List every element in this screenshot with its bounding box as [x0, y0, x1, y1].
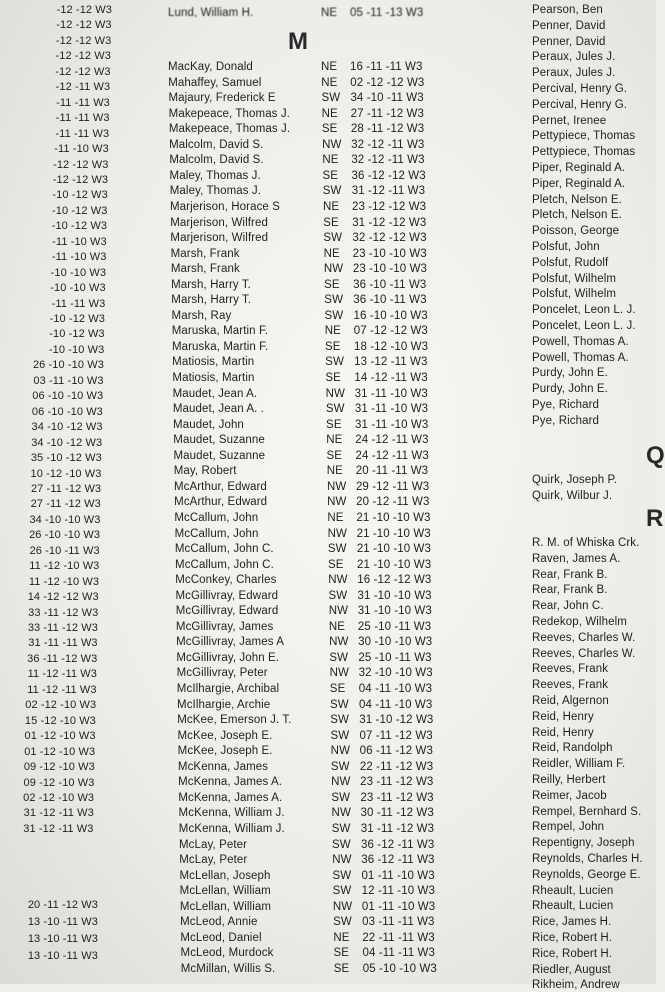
right-listing-name: Rikheim, Andrew	[532, 979, 620, 992]
right-listing-name: Piper, Reginald A.	[532, 177, 626, 190]
left-legal-location: -10 -12 W3	[51, 220, 108, 233]
quarter-section: NE	[321, 7, 338, 19]
right-listing-name: Raven, James A.	[532, 552, 621, 565]
left-legal-location: -12 -12 W3	[53, 158, 109, 171]
quarter-section: SW	[328, 589, 348, 602]
quarter-section: SW	[325, 403, 345, 416]
quarter-section: SW	[331, 791, 351, 804]
legal-location: 31 -10 -10 W3	[357, 605, 432, 618]
left-legal-location: -10 -10 W3	[48, 343, 105, 356]
owner-name: McLay, Peter	[179, 838, 248, 851]
right-listing-name: Reilly, Herbert	[532, 774, 606, 786]
legal-location: 31 -11 -12 W3	[360, 822, 435, 835]
quarter-section: NE	[328, 620, 346, 633]
owner-name: McLellan, Joseph	[179, 869, 271, 882]
quarter-section: NE	[322, 200, 340, 213]
right-listing-name: Rheault, Lucien	[532, 884, 614, 897]
left-legal-location: 02 -12 -10 W3	[23, 791, 95, 804]
owner-name: Matiosis, Martin	[172, 356, 255, 369]
right-listing-name: Penner, David	[532, 19, 606, 32]
legal-location: 36 -12 -12 W3	[351, 169, 426, 182]
left-legal-location: -12 -12 W3	[55, 34, 112, 47]
owner-name: McKenna, William J.	[178, 807, 285, 820]
legal-location: 23 -10 -10 W3	[352, 247, 427, 260]
legal-location: 31 -12 -11 W3	[351, 185, 426, 198]
quarter-section: NE	[321, 61, 338, 73]
right-listing-name: Repentigny, Joseph	[532, 837, 635, 850]
owner-name: McCallum, John	[174, 511, 259, 524]
right-listing-name: Penner, David	[532, 35, 606, 48]
quarter-section: NW	[322, 138, 342, 151]
right-listing-name: Reynolds, George E.	[532, 868, 641, 881]
legal-location: 31 -11 -10 W3	[354, 403, 429, 416]
right-listing-name: Quirk, Joseph P.	[532, 474, 618, 486]
left-legal-location: 13 -10 -11 W3	[27, 916, 98, 928]
right-listing-name: Pernet, Irenee	[532, 114, 607, 127]
legal-location: 32 -12 -12 W3	[352, 232, 427, 245]
right-listing-name: Rice, Robert H.	[532, 932, 613, 944]
owner-name: McCallum, John C.	[174, 543, 274, 556]
left-legal-location: 09 -12 -10 W3	[23, 761, 95, 774]
left-legal-location: 20 -11 -12 W3	[27, 899, 98, 911]
legal-location: 14 -12 -11 W3	[354, 372, 428, 384]
legal-location: 01 -11 -10 W3	[361, 900, 436, 913]
legal-location: 31 -11 -10 W3	[354, 387, 428, 400]
quarter-section: SE	[324, 278, 340, 291]
legal-location: 25 -10 -11 W3	[358, 651, 432, 664]
legal-location: 07 -12 -12 W3	[353, 325, 428, 338]
right-listing-name: Rice, James H.	[532, 916, 612, 929]
quarter-section: NW	[332, 854, 352, 867]
legal-location: 01 -11 -10 W3	[361, 869, 435, 882]
quarter-section: SE	[321, 123, 338, 136]
owner-name: McLeod, Murdock	[180, 947, 274, 960]
right-listing-name: Reid, Algernon	[532, 695, 609, 707]
owner-name: McKenna, William J.	[178, 822, 285, 835]
right-listing-name: Reynolds, Charles H.	[532, 853, 643, 865]
owner-name: Marjerison, Wilfred	[170, 232, 269, 245]
owner-name: McKenna, James	[177, 760, 269, 773]
right-listing-name: Rear, Frank B.	[532, 568, 608, 581]
legal-location: 06 -11 -12 W3	[359, 745, 433, 758]
owner-name: McGillivray, James	[175, 620, 274, 633]
legal-location: 34 -10 -11 W3	[350, 92, 424, 105]
quarter-section: SW	[323, 232, 343, 245]
left-legal-location: 35 -10 -12 W3	[30, 452, 102, 465]
legal-location: 22 -11 -11 W3	[362, 931, 435, 944]
quarter-section: NE	[326, 465, 343, 478]
left-legal-location: -11 -10 W3	[51, 251, 107, 264]
legal-location: 04 -11 -10 W3	[358, 683, 433, 695]
right-listing-name: Reid, Henry	[532, 726, 594, 739]
left-legal-location: -11 -11 W3	[51, 297, 106, 310]
quarter-section: SW	[325, 356, 344, 369]
right-listing-name: Poncelet, Leon L. J.	[532, 304, 636, 317]
owner-name: McKenna, James A.	[178, 776, 283, 789]
legal-location: 20 -11 -11 W3	[355, 465, 429, 478]
left-legal-location: 27 -11 -12 W3	[30, 498, 101, 511]
owner-name: McLellan, William	[179, 885, 271, 898]
legal-location: 31 -10 -12 W3	[359, 714, 434, 727]
left-legal-location: 01 -12 -10 W3	[24, 730, 96, 743]
quarter-section: NW	[331, 807, 351, 820]
left-legal-location: -10 -10 W3	[50, 266, 107, 279]
legal-location: 21 -10 -10 W3	[357, 558, 432, 571]
legal-location: 03 -11 -11 W3	[362, 916, 435, 929]
right-listing-name: Pettypiece, Thomas	[532, 130, 636, 143]
owner-name: Maruska, Martin F.	[171, 340, 269, 353]
quarter-section: NW	[328, 605, 349, 618]
left-legal-location: -11 -11 W3	[55, 127, 110, 140]
legal-location: 24 -12 -11 W3	[355, 434, 429, 447]
left-legal-location: 09 -12 -10 W3	[23, 776, 95, 789]
owner-name: McLay, Peter	[179, 854, 248, 867]
legal-location: 30 -10 -10 W3	[358, 636, 433, 649]
owner-name: Malcolm, David S.	[169, 138, 264, 151]
quarter-section: SE	[326, 449, 343, 462]
right-listing-name: Peraux, Jules J.	[532, 51, 616, 64]
owner-name: McKee, Joseph E.	[177, 729, 273, 742]
left-legal-location: 11 -12 -10 W3	[28, 575, 100, 588]
legal-location: 16 -12 -12 W3	[357, 574, 432, 587]
legal-location: 32 -12 -11 W3	[351, 138, 425, 151]
legal-location: 22 -11 -12 W3	[359, 760, 434, 773]
legal-location: 04 -11 -10 W3	[359, 698, 433, 711]
left-legal-location: 31 -12 -11 W3	[23, 822, 94, 835]
legal-location: 31 -11 -10 W3	[355, 418, 429, 431]
quarter-section: SE	[326, 418, 342, 431]
left-legal-location: -11 -10 W3	[54, 143, 109, 156]
quarter-section: NW	[329, 636, 349, 649]
quarter-section: NW	[328, 574, 348, 587]
right-listing-name: Polsfut, Rudolf	[532, 256, 609, 269]
owner-name: Maley, Thomas J.	[169, 169, 261, 182]
quarter-section: NE	[326, 434, 343, 447]
quarter-section: SE	[333, 962, 350, 975]
left-legal-location: 34 -10 -12 W3	[31, 421, 103, 434]
owner-name: McIlhargie, Archie	[177, 698, 271, 711]
right-listing-name: Reimer, Jacob	[532, 789, 607, 802]
owner-name: McArthur, Edward	[173, 480, 267, 493]
left-legal-location: 26 -10 -10 W3	[32, 359, 104, 372]
right-listing-name: Reidler, William F.	[532, 758, 626, 771]
owner-name: Marsh, Frank	[170, 247, 240, 260]
owner-name: McGillivray, Edward	[175, 605, 279, 618]
right-listing-name: Pearson, Ben	[532, 4, 603, 16]
quarter-section: NE	[324, 325, 341, 338]
left-legal-location: -12 -12 W3	[56, 19, 112, 32]
quarter-section: SW	[333, 916, 352, 929]
quarter-section: SW	[332, 838, 351, 851]
quarter-section: NE	[321, 76, 338, 89]
section-letter-q: Q	[646, 442, 665, 469]
legal-location: 31 -12 -12 W3	[352, 216, 427, 229]
right-listing-name: Quirk, Wilbur J.	[532, 489, 613, 502]
legal-location: 04 -11 -11 W3	[362, 947, 435, 960]
right-listing-name: Redekop, Wilhelm	[532, 616, 627, 628]
right-listing-name: Pye, Richard	[532, 399, 600, 411]
right-listing-name: Pye, Richard	[532, 414, 600, 427]
quarter-section: SW	[327, 543, 347, 556]
legal-location: 23 -11 -12 W3	[360, 791, 434, 804]
owner-name: McKee, Emerson J. T.	[177, 714, 292, 727]
owner-name: Maudet, Suzanne	[173, 449, 266, 462]
legal-location: 29 -12 -11 W3	[355, 480, 430, 493]
owner-name: McArthur, Edward	[174, 496, 268, 509]
quarter-section: NE	[322, 154, 339, 167]
left-legal-location: 26 -10 -11 W3	[29, 544, 100, 557]
owner-name: McCallum, John	[174, 527, 259, 540]
left-legal-location: -10 -12 W3	[49, 328, 105, 341]
right-listing-name: Percival, Henry G.	[532, 83, 628, 95]
owner-name: Marsh, Harry T.	[171, 294, 252, 307]
quarter-section: SW	[331, 822, 351, 835]
left-legal-location: 27 -11 -12 W3	[30, 482, 102, 495]
owner-name: Mahaffey, Samuel	[168, 76, 262, 89]
right-listing-name: Purdy, John E.	[532, 367, 608, 380]
left-legal-location: 14 -12 -12 W3	[27, 591, 99, 604]
owner-name: Matiosis, Martin	[172, 372, 255, 384]
left-legal-location: 34 -10 -10 W3	[29, 513, 101, 526]
legal-location: 21 -10 -10 W3	[356, 543, 431, 556]
legal-location: 27 -11 -12 W3	[350, 107, 424, 120]
owner-name: May, Robert	[173, 465, 237, 478]
left-legal-location: 33 -11 -12 W3	[27, 622, 98, 634]
owner-name: Majaury, Frederick E	[168, 92, 276, 105]
left-legal-location: -12 -12 W3	[52, 173, 109, 186]
right-listing-name: Rheault, Lucien	[532, 900, 614, 913]
left-legal-location: 11 -12 -11 W3	[27, 683, 97, 696]
right-listing-name: Peraux, Jules J.	[532, 67, 616, 80]
legal-location: 36 -10 -11 W3	[353, 278, 427, 291]
legal-location: 21 -10 -10 W3	[356, 527, 431, 540]
right-listing-name: Rear, Frank B.	[532, 584, 608, 597]
owner-name: McLellan, William	[179, 900, 272, 913]
owner-name: McGillivray, Peter	[176, 667, 268, 680]
legal-location: 23 -10 -10 W3	[352, 263, 428, 276]
left-legal-location: -10 -12 W3	[49, 313, 105, 325]
quarter-section: SW	[321, 92, 341, 105]
quarter-section: SW	[324, 309, 344, 322]
right-listing-name: Rempel, John	[532, 821, 605, 834]
legal-location: 07 -11 -12 W3	[359, 729, 433, 742]
right-listing-name: Reid, Randolph	[532, 742, 613, 755]
left-legal-location: 13 -10 -11 W3	[27, 933, 98, 945]
owner-name: Lund, William H.	[168, 7, 254, 19]
left-legal-location: 31 -11 -11 W3	[28, 637, 98, 650]
quarter-section: SE	[333, 947, 350, 960]
quarter-section: SE	[324, 340, 341, 353]
left-legal-location: -11 -11 W3	[56, 96, 110, 109]
legal-location: 05 -11 -13 W3	[350, 7, 424, 19]
owner-name: MacKay, Donald	[168, 61, 253, 73]
legal-location: 20 -12 -11 W3	[356, 496, 430, 509]
quarter-section: NW	[327, 527, 347, 540]
left-legal-location: -11 -10 W3	[52, 235, 107, 248]
quarter-section: SW	[322, 185, 342, 198]
owner-name: Maudet, Suzanne	[173, 434, 265, 447]
legal-location: 36 -10 -11 W3	[353, 294, 427, 307]
quarter-section: NW	[326, 480, 347, 493]
left-legal-location: 06 -10 -10 W3	[32, 390, 104, 403]
legal-location: 32 -12 -11 W3	[351, 154, 425, 167]
quarter-section: SW	[332, 869, 352, 882]
owner-name: Maudet, John	[173, 418, 244, 431]
owner-name: McLeod, Annie	[180, 916, 258, 929]
owner-name: McMillan, Willis S.	[180, 962, 276, 975]
owner-name: Makepeace, Thomas J.	[168, 123, 291, 136]
quarter-section: NW	[327, 496, 347, 509]
right-listing-name: Powell, Thomas A.	[532, 335, 629, 348]
quarter-section: SW	[332, 885, 352, 898]
right-listing-name: Polsfut, Wilhelm	[532, 272, 617, 285]
right-listing-name: Reid, Henry	[532, 710, 594, 723]
quarter-section: SW	[330, 698, 349, 711]
legal-location: 18 -12 -10 W3	[353, 340, 429, 353]
left-legal-location: -12 -12 W3	[55, 50, 111, 63]
right-listing-name: R. M. of Whiska Crk.	[532, 537, 640, 549]
quarter-section: NE	[333, 931, 350, 944]
quarter-section: SE	[329, 683, 346, 695]
legal-location: 23 -12 -12 W3	[351, 200, 427, 213]
quarter-section: SE	[322, 169, 339, 182]
right-listing-name: Reeves, Charles W.	[532, 631, 636, 644]
left-legal-location: 03 -11 -10 W3	[33, 374, 104, 387]
quarter-section: NE	[327, 511, 344, 524]
owner-name: McCallum, John C.	[175, 558, 274, 571]
left-legal-location: 11 -12 -10 W3	[29, 560, 100, 573]
left-legal-location: 15 -12 -10 W3	[24, 714, 96, 727]
owner-name: McIlhargie, Archibal	[176, 683, 280, 695]
legal-location: 28 -11 -12 W3	[350, 123, 425, 136]
quarter-section: NW	[323, 263, 344, 276]
right-listing-name: Rempel, Bernhard S.	[532, 805, 642, 818]
right-listing-name: Poncelet, Leon L. J.	[532, 320, 636, 332]
left-legal-location: 33 -11 -12 W3	[28, 606, 99, 619]
legal-location: 24 -12 -11 W3	[355, 449, 429, 462]
owner-name: Malcolm, David S.	[169, 154, 264, 167]
right-listing-name: Riedler, August	[532, 963, 611, 976]
legal-location: 21 -10 -10 W3	[356, 511, 431, 524]
left-legal-location: -11 -11 W3	[55, 112, 110, 125]
quarter-section: NE	[321, 107, 338, 120]
right-listing-name: Pletch, Nelson E.	[532, 193, 622, 206]
owner-name: McKee, Joseph E.	[177, 745, 273, 758]
right-listing-name: Reeves, Frank	[532, 679, 609, 692]
legal-location: 05 -10 -10 W3	[362, 962, 437, 975]
owner-name: Marjerison, Wilfred	[170, 216, 268, 229]
quarter-section: SE	[328, 558, 344, 571]
left-legal-location: -12 -12 W3	[55, 65, 111, 78]
right-listing-name: Percival, Henry G.	[532, 98, 628, 111]
right-listing-name: Poisson, George	[532, 225, 620, 238]
legal-location: 36 -12 -11 W3	[361, 838, 435, 851]
owner-name: Marsh, Ray	[171, 309, 232, 322]
right-listing-name: Purdy, John E.	[532, 383, 608, 396]
left-legal-location: -10 -10 W3	[50, 282, 106, 295]
right-listing-name: Pettypiece, Thomas	[532, 146, 636, 159]
left-legal-location: -10 -12 W3	[52, 189, 108, 202]
quarter-section: NW	[325, 387, 345, 400]
left-legal-location: 13 -10 -11 W3	[27, 950, 98, 962]
quarter-section: NE	[323, 247, 340, 260]
right-listing-name: Rear, John C.	[532, 600, 604, 613]
right-listing-name: Polsfut, Wilhelm	[532, 288, 617, 301]
owner-name: Maruska, Martin F.	[171, 325, 269, 338]
legal-location: 02 -12 -12 W3	[350, 76, 425, 89]
right-listing-name: Piper, Reginald A.	[532, 162, 626, 174]
quarter-section: SW	[330, 714, 349, 727]
legal-location: 25 -10 -11 W3	[357, 620, 432, 633]
legal-location: 12 -11 -10 W3	[361, 885, 435, 898]
right-listing-name: Reeves, Frank	[532, 663, 609, 676]
owner-name: McKenna, James A.	[178, 791, 283, 804]
right-listing-name: Pletch, Nelson E.	[532, 209, 622, 222]
quarter-section: NW	[331, 776, 351, 789]
owner-name: Marjerison, Horace S	[169, 200, 280, 213]
right-listing-name: Rice, Robert H.	[532, 947, 613, 960]
owner-name: McGillivray, James A	[176, 636, 284, 649]
left-legal-location: 11 -12 -11 W3	[27, 668, 97, 681]
quarter-section: NW	[330, 745, 351, 758]
legal-location: 32 -10 -10 W3	[358, 667, 433, 680]
quarter-section: NW	[329, 667, 349, 680]
owner-name: Maudet, Jean A. .	[172, 403, 265, 416]
quarter-section: SE	[325, 372, 341, 384]
left-legal-location: -12 -11 W3	[55, 81, 111, 94]
quarter-section: SE	[323, 216, 339, 229]
quarter-section: SW	[330, 729, 350, 742]
owner-name: Makepeace, Thomas J.	[168, 107, 290, 120]
left-legal-location: 01 -12 -10 W3	[24, 745, 96, 758]
left-legal-location: 26 -10 -10 W3	[29, 529, 101, 542]
owner-name: McConkey, Charles	[175, 574, 277, 587]
owner-name: McLeod, Daniel	[180, 931, 262, 944]
left-legal-location: 31 -12 -11 W3	[23, 807, 94, 820]
legal-location: 36 -12 -11 W3	[361, 854, 435, 867]
owner-name: Marsh, Harry T.	[171, 278, 251, 291]
quarter-section: SW	[330, 760, 350, 773]
owner-name: McGillivray, Edward	[175, 589, 279, 602]
quarter-section: SW	[329, 651, 349, 664]
right-listing-name: Reeves, Charles W.	[532, 647, 636, 660]
legal-location: 30 -11 -12 W3	[360, 807, 434, 820]
left-legal-location: -10 -12 W3	[52, 204, 108, 217]
legal-location: 13 -12 -11 W3	[354, 356, 428, 369]
right-listing-name: Polsfut, John	[532, 241, 600, 253]
left-legal-location: 06 -10 -10 W3	[31, 405, 103, 418]
owner-name: Maudet, Jean A.	[172, 387, 258, 400]
left-legal-location: 02 -12 -10 W3	[25, 699, 97, 712]
legal-location: 23 -11 -12 W3	[360, 776, 434, 789]
left-legal-location: 10 -12 -10 W3	[30, 467, 102, 480]
section-letter-m: M	[288, 28, 308, 55]
owner-name: McGillivray, John E.	[176, 651, 280, 664]
quarter-section: NW	[332, 900, 353, 913]
left-legal-location: 34 -10 -12 W3	[31, 436, 103, 449]
owner-name: Maley, Thomas J.	[169, 185, 262, 198]
legal-location: 16 -10 -10 W3	[353, 309, 428, 322]
section-letter-r: R	[646, 505, 664, 532]
right-listing-name: Powell, Thomas A.	[532, 351, 629, 364]
quarter-section: SW	[324, 294, 344, 307]
left-legal-location: -12 -12 W3	[56, 4, 112, 16]
left-legal-location: 36 -11 -12 W3	[27, 652, 98, 665]
owner-name: Marsh, Frank	[170, 263, 240, 276]
legal-location: 16 -11 -11 W3	[350, 61, 423, 73]
legal-location: 31 -10 -10 W3	[357, 589, 432, 602]
